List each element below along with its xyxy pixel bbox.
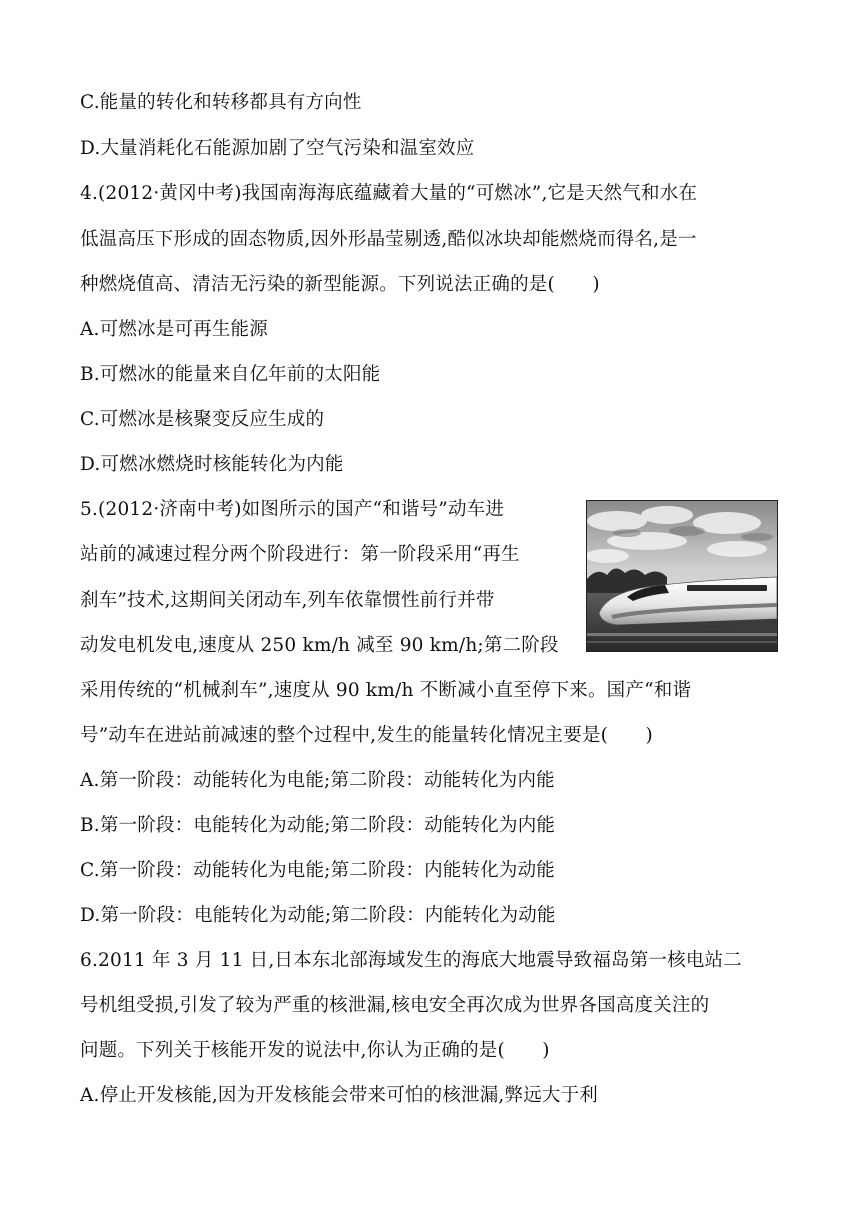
q4-stem-line-3: 种燃烧值高、清洁无污染的新型能源。下列说法正确的是( ) — [80, 274, 600, 295]
train-illustration — [587, 501, 777, 651]
q5-option-b: B.第一阶段：电能转化为动能;第二阶段：动能转化为内能 — [80, 815, 556, 836]
q4-option-a: A.可燃冰是可再生能源 — [80, 319, 268, 340]
q6-stem-line-1: 6.2011 年 3 月 11 日,日本东北部海域发生的海底大地震导致福岛第一核电站二 — [80, 950, 742, 971]
q4-option-c: C.可燃冰是核聚变反应生成的 — [80, 409, 325, 430]
q5-option-c: C.第一阶段：动能转化为电能;第二阶段：内能转化为动能 — [80, 860, 556, 881]
q4-option-d: D.可燃冰燃烧时核能转化为内能 — [80, 454, 344, 475]
q4-stem-line-2: 低温高压下形成的固态物质,因外形晶莹剔透,酷似冰块却能燃烧而得名,是一 — [80, 229, 697, 250]
q5-option-a: A.第一阶段：动能转化为电能;第二阶段：动能转化为内能 — [80, 770, 555, 791]
q5-stem-line-2: 站前的减速过程分两个阶段进行：第一阶段采用“再生 — [80, 544, 520, 565]
q5-stem-line-4: 动发电机发电,速度从 250 km/h 减至 90 km/h;第二阶段 — [80, 635, 559, 656]
q5-stem-line-1: 5.(2012·济南中考)如图所示的国产“和谐号”动车进 — [80, 499, 505, 520]
q4-stem-line-1: 4.(2012·黄冈中考)我国南海海底蕴藏着大量的“可燃冰”,它是天然气和水在 — [80, 183, 698, 204]
q3-option-d: D.大量消耗化石能源加剧了空气污染和温室效应 — [80, 138, 475, 159]
q5-stem-line-5: 采用传统的“机械刹车”,速度从 90 km/h 不断减小直至停下来。国产“和谐 — [80, 680, 692, 701]
high-speed-train-photo — [586, 500, 778, 652]
q5-stem-line-6: 号”动车在进站前减速的整个过程中,发生的能量转化情况主要是( ) — [80, 725, 653, 746]
q3-option-c: C.能量的转化和转移都具有方向性 — [80, 92, 362, 113]
q6-stem-line-2: 号机组受损,引发了较为严重的核泄漏,核电安全再次成为世界各国高度关注的 — [80, 995, 710, 1016]
q6-stem-line-3: 问题。下列关于核能开发的说法中,你认为正确的是( ) — [80, 1040, 550, 1061]
q6-option-a: A.停止开发核能,因为开发核能会带来可怕的核泄漏,弊远大于利 — [80, 1085, 599, 1106]
q5-stem-line-3: 刹车”技术,这期间关闭动车,列车依靠惯性前行并带 — [80, 590, 495, 611]
q4-option-b: B.可燃冰的能量来自亿年前的太阳能 — [80, 364, 381, 385]
q5-option-d: D.第一阶段：电能转化为动能;第二阶段：内能转化为动能 — [80, 905, 556, 926]
